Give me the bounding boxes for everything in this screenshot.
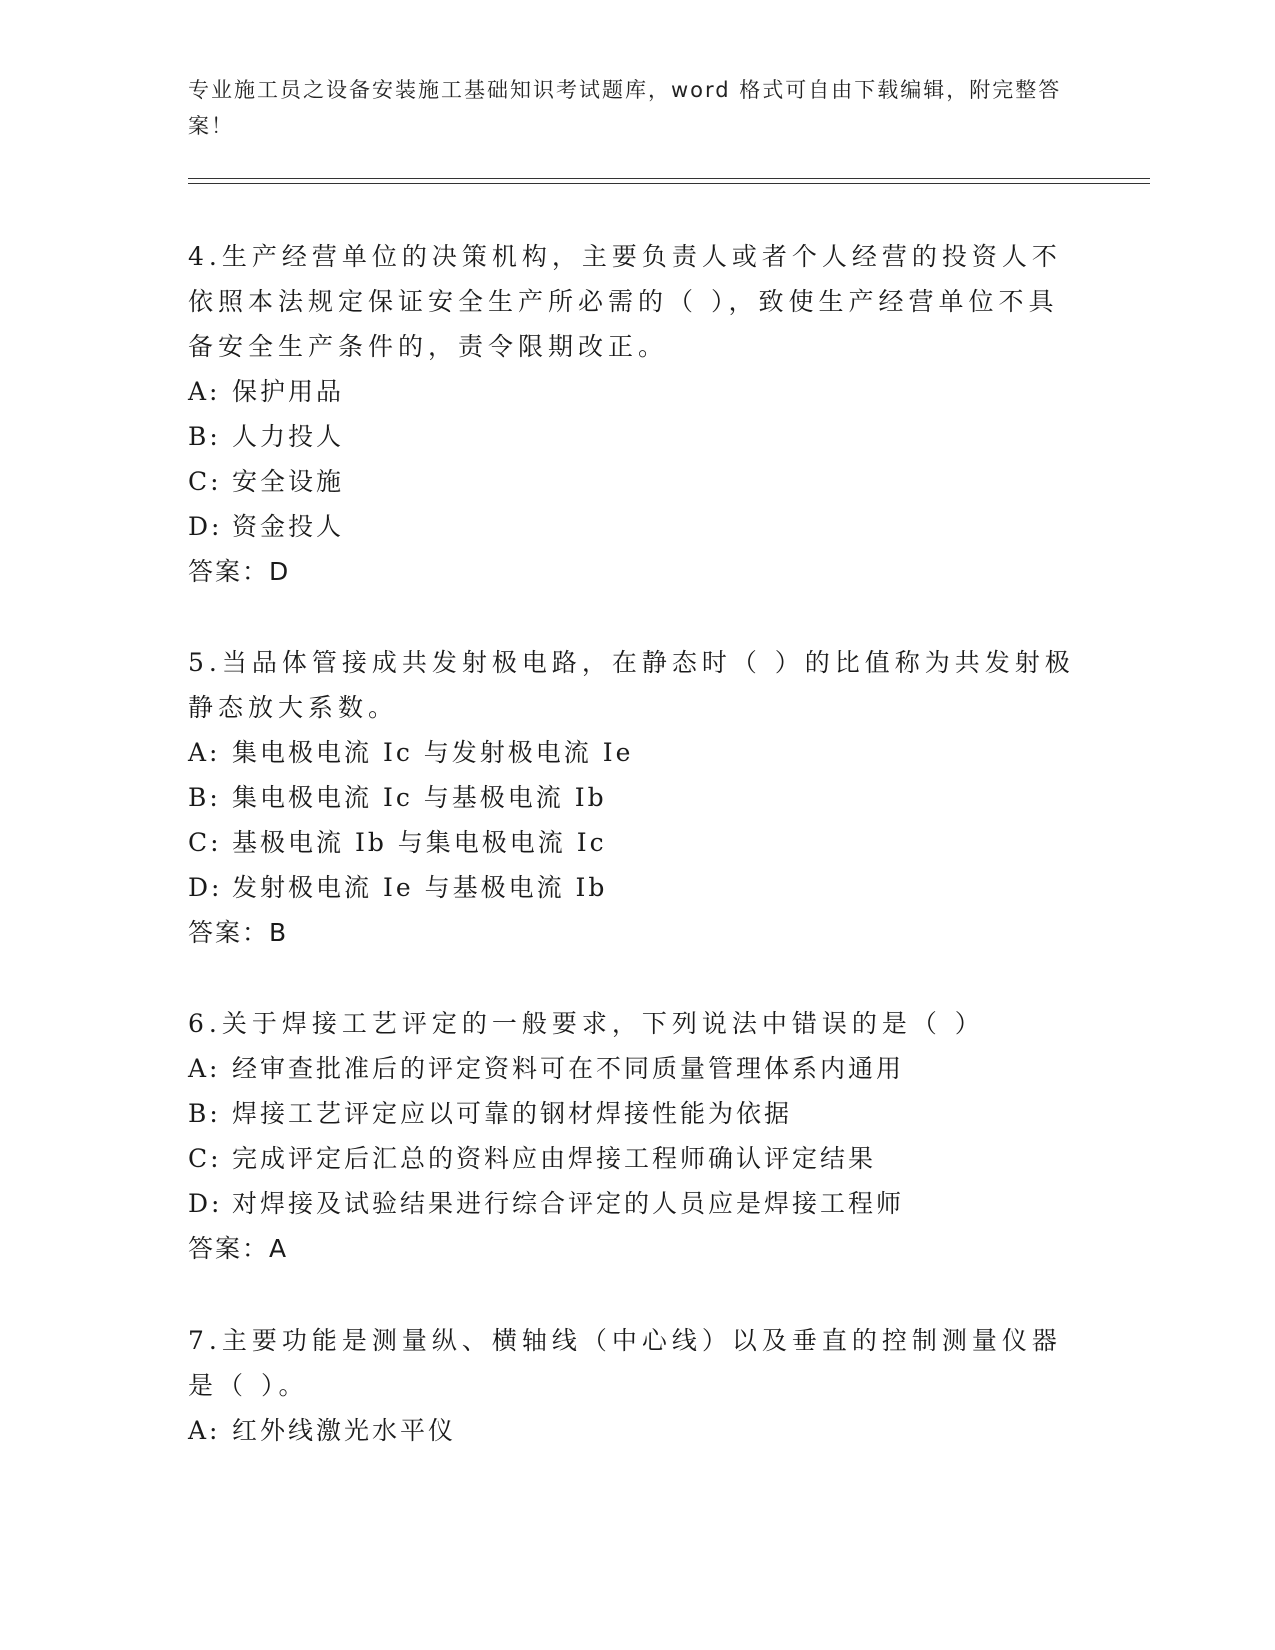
question-stem: 4.生产经营单位的决策机构，主要负责人或者个人经营的投资人不依照本法规定保证安全生产所必需的（ ），致使生产经营单位不具备安全生产条件的，责令限期改正。 bbox=[188, 242, 1062, 361]
option-text: 经审查批准后的评定资料可在不同质量管理体系内通用 bbox=[232, 1054, 905, 1083]
option-text: 保护用品 bbox=[232, 377, 345, 406]
option-key: A: bbox=[188, 377, 221, 406]
option-b bbox=[188, 1091, 1088, 1136]
answer-line: 答案：B bbox=[188, 918, 289, 947]
option-c bbox=[188, 459, 1088, 504]
option-c bbox=[188, 1136, 1088, 1181]
option-key: C: bbox=[188, 828, 222, 857]
option-d bbox=[188, 865, 1088, 910]
option-a bbox=[188, 730, 1088, 775]
option-key: B: bbox=[188, 422, 221, 451]
question-5 bbox=[188, 640, 1088, 955]
question-7 bbox=[188, 1318, 1088, 1453]
option-key: A: bbox=[188, 738, 221, 767]
option-text: 安全设施 bbox=[232, 467, 345, 496]
option-a bbox=[188, 1046, 1088, 1091]
answer-line: 答案：D bbox=[188, 557, 291, 586]
header-divider-bottom bbox=[188, 183, 1150, 184]
option-text: 对焊接及试验结果进行综合评定的人员应是焊接工程师 bbox=[232, 1189, 905, 1218]
option-text: 基极电流 Ib 与集电极电流 Ic bbox=[232, 828, 607, 857]
header-divider-top bbox=[188, 178, 1150, 179]
option-key: C: bbox=[188, 467, 222, 496]
option-c bbox=[188, 820, 1088, 865]
question-6 bbox=[188, 1001, 1088, 1271]
option-a bbox=[188, 1408, 1088, 1453]
answer-line: 答案：A bbox=[188, 1234, 289, 1263]
option-key: D: bbox=[188, 512, 223, 541]
option-key: D: bbox=[188, 1189, 223, 1218]
option-key: B: bbox=[188, 1099, 221, 1128]
question-stem: 7.主要功能是测量纵、横轴线（中心线）以及垂直的控制测量仪器是（ ）。 bbox=[188, 1326, 1062, 1400]
document-header: 专业施工员之设备安装施工基础知识考试题库，word 格式可自由下载编辑，附完整答案！ bbox=[188, 78, 1062, 138]
option-text: 发射极电流 Ie 与基极电流 Ib bbox=[232, 873, 608, 902]
option-text: 红外线激光水平仪 bbox=[232, 1416, 457, 1445]
question-stem: 5.当品体管接成共发射极电路，在静态时（ ）的比值称为共发射极静态放大系数。 bbox=[188, 648, 1075, 722]
option-key: B: bbox=[188, 783, 221, 812]
option-d bbox=[188, 504, 1088, 549]
option-key: A: bbox=[188, 1416, 221, 1445]
option-text: 焊接工艺评定应以可靠的钢材焊接性能为依据 bbox=[232, 1099, 793, 1128]
option-a bbox=[188, 369, 1088, 414]
option-key: A: bbox=[188, 1054, 221, 1083]
option-key: C: bbox=[188, 1144, 222, 1173]
question-stem: 6.关于焊接工艺评定的一般要求，下列说法中错误的是（ ） bbox=[188, 1009, 985, 1038]
option-b bbox=[188, 775, 1088, 820]
option-d bbox=[188, 1181, 1088, 1226]
option-key: D: bbox=[188, 873, 223, 902]
option-text: 人力投人 bbox=[232, 422, 345, 451]
option-text: 集电极电流 Ic 与基极电流 Ib bbox=[232, 783, 607, 812]
option-text: 完成评定后汇总的资料应由焊接工程师确认评定结果 bbox=[232, 1144, 877, 1173]
option-text: 资金投人 bbox=[232, 512, 345, 541]
option-text: 集电极电流 Ic 与发射极电流 Ie bbox=[232, 738, 634, 767]
option-b bbox=[188, 414, 1088, 459]
question-4 bbox=[188, 234, 1088, 594]
